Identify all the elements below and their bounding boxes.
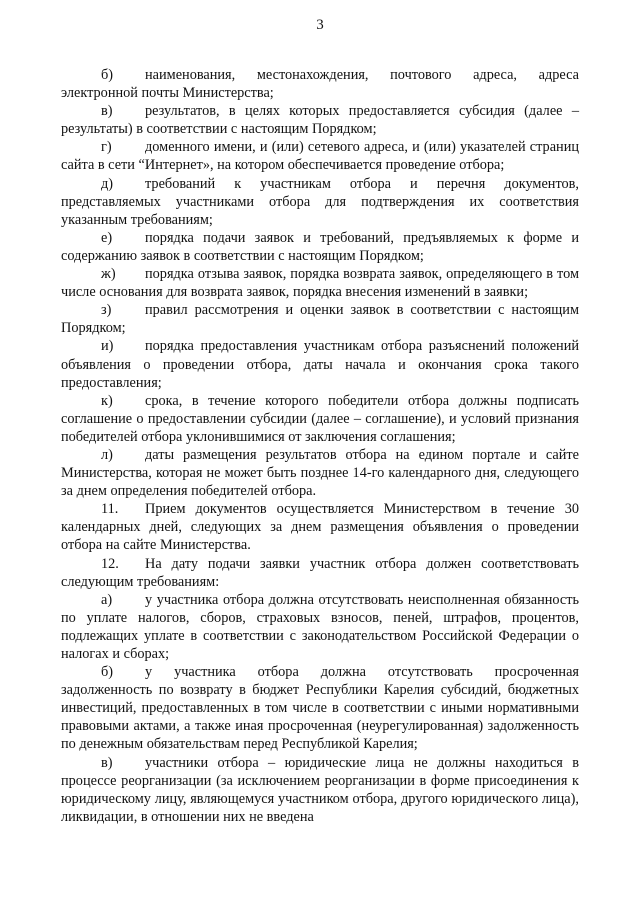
paragraph: [61, 555, 579, 591]
paragraph-text: правил рассмотрения и оценки заявок в соответствии с настоящим Порядком;: [61, 302, 579, 337]
paragraph: [61, 66, 579, 102]
paragraph-number: д): [101, 175, 114, 192]
paragraph: [61, 392, 579, 446]
paragraph: [61, 229, 579, 265]
page-number: 3: [316, 17, 324, 33]
paragraph-number: и): [101, 338, 114, 355]
paragraph-text: даты размещения результатов отбора на едином портале и сайте Министерства, которая не может быть позднее 14-го календарного дня, следующего за днем определения победителей отбора.: [61, 446, 579, 500]
paragraph: [61, 175, 579, 229]
paragraph: [61, 301, 579, 337]
paragraph-text: результатов, в целях которых предоставляется субсидия (далее – результаты) в соответствии с настоящим Порядком;: [61, 103, 579, 138]
paragraph: [61, 102, 579, 138]
paragraph-number: е): [101, 229, 113, 246]
paragraph-text: доменного имени, и (или) сетевого адреса, и (или) указателей страниц сайта в сети “Интернет», на котором обеспечивается проведение отбора;: [61, 139, 579, 174]
paragraph-text: участники отбора – юридические лица не должны находиться в процессе реорганизации (за исключением реорганизации в форме присоединения к юридическому лицу, являющемуся участником отбора, другого юридического лица), ликвидации, в отношении них не введена: [61, 754, 579, 825]
paragraph-number: а): [101, 591, 113, 608]
paragraph: [61, 138, 579, 174]
paragraph: [61, 754, 579, 826]
paragraph-number: ж): [101, 266, 116, 283]
paragraph-text: порядка подачи заявок и требований, предъявляемых к форме и содержанию заявок в соответствии с настоящим Порядком;: [61, 229, 579, 264]
paragraph-number: в): [101, 103, 113, 120]
paragraph-text: порядка предоставления участникам отбора разъяснений положений объявления о проведении отбора, даты начала и окончания срока такого предоставления;: [61, 338, 579, 391]
paragraph-number: к): [101, 392, 113, 409]
paragraph-number: 12.: [101, 555, 119, 572]
paragraph-text: наименования, местонахождения, почтового адреса, адреса электронной почты Министерства;: [61, 67, 579, 102]
paragraph-text: требований к участникам отбора и перечня документов, представляемых участниками отбора для подтверждения их соответствия указанным требованиям;: [61, 175, 579, 228]
paragraph-number: б): [101, 67, 114, 83]
paragraph: [61, 500, 579, 554]
paragraph: [61, 337, 579, 391]
paragraph-text: срока, в течение которого победители отбора должны подписать соглашение о предоставлении субсидии (далее – соглашение), и условий признания победителей отбора уклонившимися от заключения соглашения;: [61, 392, 579, 445]
paragraph-number: б): [101, 664, 114, 681]
paragraph-text: Прием документов осуществляется Министерством в течение 30 календарных дней, следующих за днем размещения объявления о проведении отбора на сайте Министерства.: [61, 501, 579, 554]
paragraph-number: л): [101, 446, 113, 463]
paragraph-number: в): [101, 754, 113, 771]
paragraph: [61, 265, 579, 301]
paragraph-text: На дату подачи заявки участник отбора должен соответствовать следующим требованиям:: [61, 555, 579, 590]
paragraph-text: у участника отбора должна отсутствовать неисполненная обязанность по уплате налогов, сборов, страховых взносов, пеней, штрафов, процентов, подлежащих уплате в соответствии с законодательством Российской Федерации о налогах и сборах;: [61, 591, 579, 662]
paragraph-number: 11.: [101, 501, 119, 518]
paragraph: [61, 591, 579, 663]
document-body: [61, 66, 579, 826]
paragraph-text: порядка отзыва заявок, порядка возврата заявок, определяющего в том числе основания для возврата заявок, порядка внесения изменений в заявки;: [61, 266, 579, 301]
paragraph: [61, 446, 579, 500]
paragraph-number: г): [101, 139, 112, 156]
paragraph-text: у участника отбора должна отсутствовать просроченная задолженность по возврату в бюджет Республики Карелия субсидий, бюджетных инвестиций, предоставленных в том числе в соответствии с иными нормативными правовыми актами, а также иная просроченная (неурегулированная) задолженность по денежным обязательствам перед Республикой Карелия;: [61, 664, 579, 753]
paragraph-number: з): [101, 302, 112, 319]
paragraph: [61, 663, 579, 753]
